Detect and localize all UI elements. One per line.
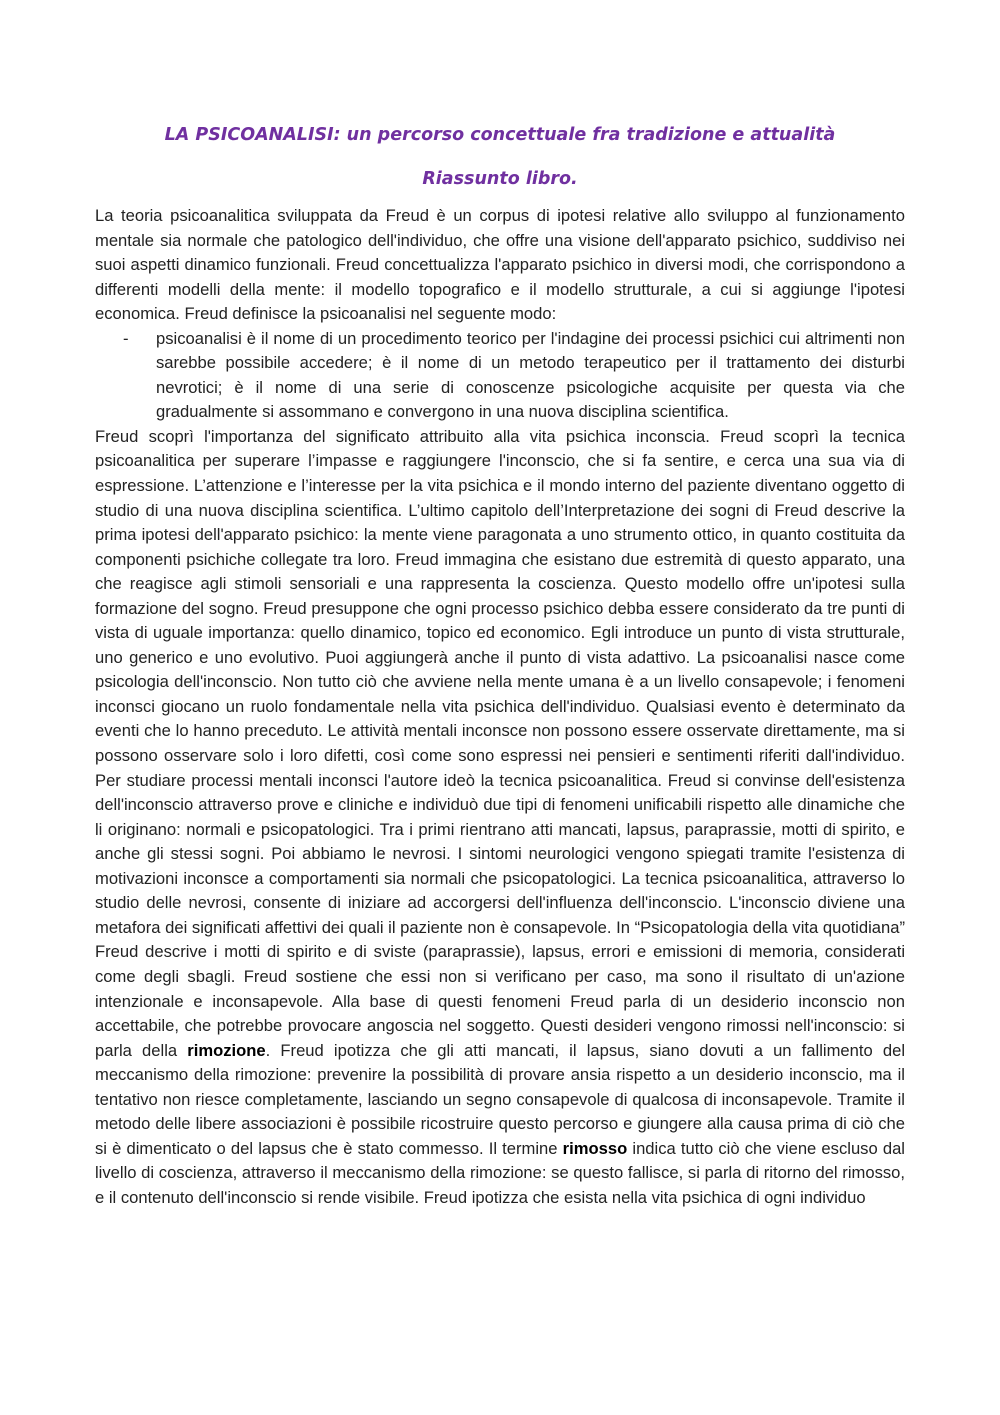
main-text-part-1: Freud scoprì l'importanza del significato attribuito alla vita psichica inconscia. Freud scoprì la tecnica psicoanalitica per superare l’impasse e raggiungere l'inconscio, che si fa sentire, e cerca una sua via di espressione. L’attenzione e l’interesse per la vita psichica e il mondo interno del paziente diventano oggetto di studio di una nuova disciplina scientifica. L’ultimo capitolo dell’Interpretazione dei sogni di Freud descrive la prima ipotesi dell'apparato psichico: la mente viene paragonata a uno strumento ottico, in quanto costituita da componenti psichiche collegate tra loro. Freud immagina che esistano due estremità di questo apparato, una che reagisce agli stimoli sensoriali e una rappresenta la coscienza. Questo modello offre un'ipotesi sulla formazione del sogno. Freud presuppone che ogni processo psichico debba essere considerato da tre punti di vista di uguale importanza: quello dinamico, topico ed economico. Egli introduce un punto di vista strutturale, uno generico e uno evolutivo. Puoi aggiungerà anche il punto di vista adattivo. La psicoanalisi nasce come psicologia dell'inconscio. Non tutto ciò che avviene nella mente umana è a un livello consapevole; i fenomeni inconsci giocano un ruolo fondamentale nella vita psichica dell'individuo. Qualsiasi evento è determinato da eventi che lo hanno preceduto. Le attività mentali inconsce non possono essere osservate direttamente, ma si possono osservare solo i loro difetti, così come sono espressi nei pensieri e sentimenti riferiti dall'individuo. Per studiare processi mentali inconsci l'autore ideò la tecnica psicoanalitica. Freud si convinse dell'esistenza dell'inconscio attraverso prove e cliniche e individuò due tipi di fenomeni unificabili rispetto alle dinamiche che li originano: normali e psicopatologici. Tra i primi rientrano atti mancati, lapsus, paraprassie, motti di spirito, e anche gli stessi sogni. Poi abbiamo le nevrosi. I sintomi neurologici vengono spiegati tramite l'esistenza di motivazioni inconsce a comportamenti sia normali che psicopatologici. La tecnica psicoanalitica, attraverso lo studio delle nevrosi, consente di iniziare ad accorgersi dell'influenza dell'inconscio. L'inconscio diviene una metafora dei significati affettivi dei quali il paziente non è consapevole. In “Psicopatologia della vita quotidiana” Freud descrive i motti di spirito e di sviste (paraprassie), lapsus, errori e emissioni di memoria, considerati come degli sbagli. Freud sostiene che essi non si verificano per caso, ma sono il risultato di un'azione intenzionale e inconsapevole. Alla base di questi fenomeni Freud parla di un desiderio inconscio non accettabile, che potrebbe provocare angoscia nel soggetto. Questi desideri vengono rimossi nell'inconscio: si parla della — [95, 426, 905, 1060]
term-rimosso: rimosso — [562, 1138, 628, 1158]
bullet-marker: - — [123, 328, 129, 348]
bullet-text: psicoanalisi è il nome di un procedimento teorico per l'indagine dei processi psichici cui altrimenti non sarebbe possibile accedere; è il nome di un metodo terapeutico per il trattamento dei disturbi nevrotici; è il nome di una serie di conoscenze psicologiche acquisite per questa via che gradualmente si assommano e convergono in una nuova disciplina scientifica. — [156, 328, 905, 422]
term-rimozione: rimozione — [187, 1040, 266, 1060]
main-text-part-3: indica tutto ciò che viene escluso dal livello di coscienza, attraverso il meccanismo della rimozione: se questo fallisce, si parla di ritorno del rimosso, e il contenuto dell'inconscio si rende visibile. Freud ipotizza che esista nella vita psichica di ogni individuo — [95, 1138, 905, 1207]
document-subtitle: Riassunto libro. — [422, 169, 578, 189]
intro-paragraph: La teoria psicoanalitica sviluppata da Freud è un corpus di ipotesi relative allo sviluppo al funzionamento mentale sia normale che patologico dell'individuo, che offre una visione dell'apparato psichico, suddiviso nei suoi aspetti dinamico funzionali. Freud concettualizza l'apparato psichico in diversi modi, che corrispondono a differenti modelli della mente: il modello topografico e il modello strutturale, a cui si aggiunge l'ipotesi economica. Freud definisce la psicoanalisi nel seguente modo: — [95, 206, 905, 324]
main-text-part-2: . Freud ipotizza che gli atti mancati, il lapsus, siano dovuti a un fallimento del meccanismo della rimozione: prevenire la possibilità di provare ansia rispetto a un desiderio inconscio, ma il tentativo non riesce completamente, lasciando un segno consapevole di qualcosa di inconsapevole. Tramite il metodo delle libere associazioni è possibile ricostruire questo percorso e giungere alla causa prima di ciò che si è dimenticato o del lapsus che è stato commesso. Il termine — [95, 1040, 906, 1158]
main-paragraph — [95, 425, 905, 1211]
list-item — [95, 327, 905, 425]
document-title: LA PSICOANALISI: un percorso concettuale fra tradizione e attualità — [164, 125, 836, 145]
document-body — [95, 204, 905, 1210]
